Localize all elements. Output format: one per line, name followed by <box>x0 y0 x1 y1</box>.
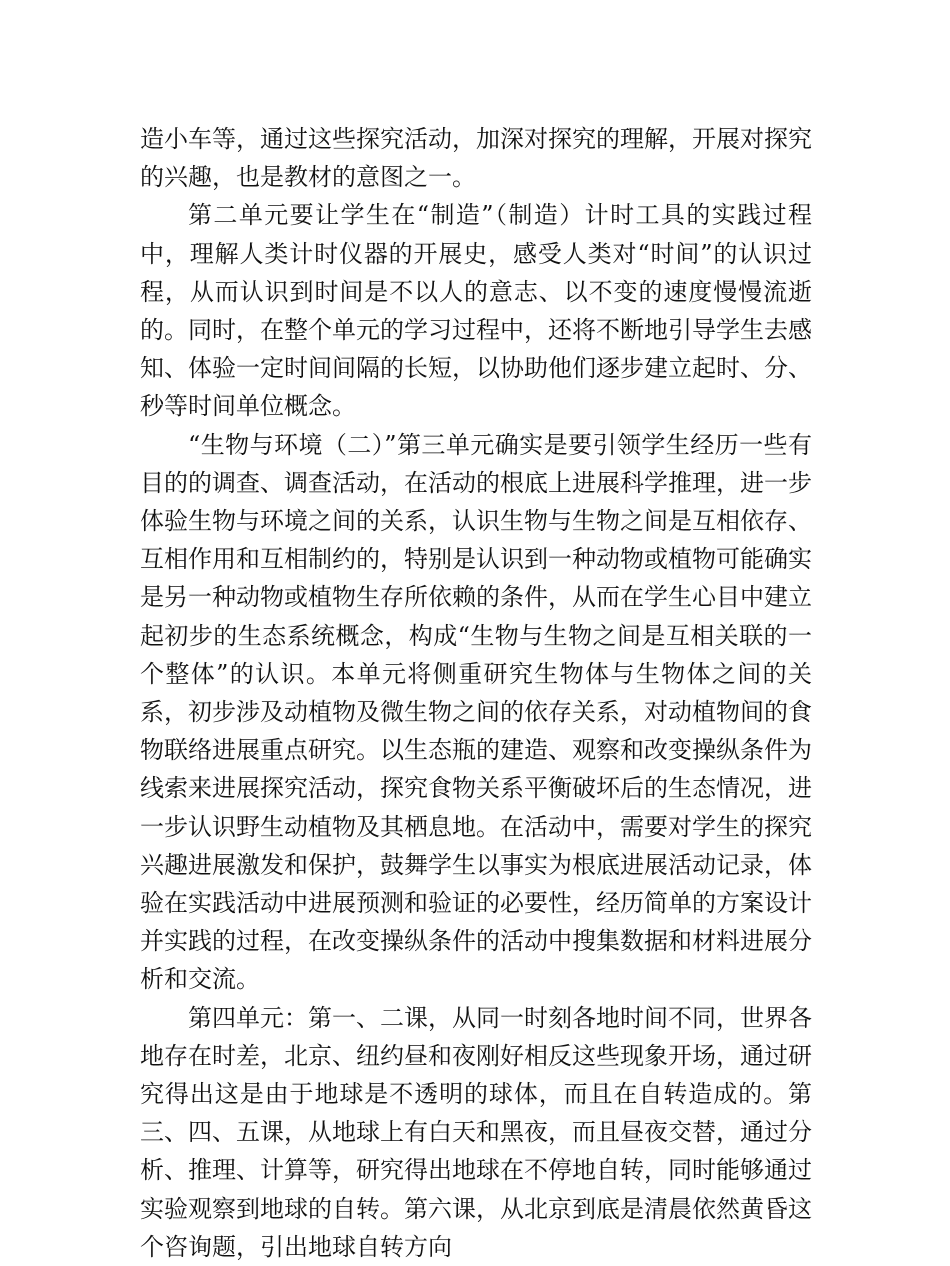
document-page <box>140 120 812 1266</box>
paragraph-1: 造小车等，通过这些探究活动，加深对探究的理解，开展对探究的兴趣，也是教材的意图之一。 <box>140 125 812 192</box>
paragraph-2: 第二单元要让学生在“制造”（制造）计时工具的实践过程中，理解人类计时仪器的开展史，感受人类对“时间”的认识过程，从而认识到时间是不以人的意志、以不变的速度慢慢流逝的。同时，在整个单元的学习过程中，还将不断地引导学生去感知、体验一定时间间隔的长短，以协助他们逐步建立起时、分、秒等时间单位概念。 <box>140 201 812 421</box>
paragraph-4: 第四单元：第一、二课，从同一时刻各地时间不同，世界各地存在时差，北京、纽约昼和夜刚好相反这些现象开场，通过研究得出这是由于地球是不透明的球体，而且在自转造成的。第三、四、五课，从地球上有白天和黑夜，而且昼夜交替，通过分析、推理、计算等，研究得出地球在不停地自转，同时能够通过实验观察到地球的自转。第六课，从北京到底是清晨依然黄昏这个咨询题，引出地球自转方向 <box>140 1003 812 1261</box>
paragraph-3: “生物与环境（二）”第三单元确实是要引领学生经历一些有目的的调查、调查活动，在活动的根底上进展科学推理，进一步体验生物与环境之间的关系，认识生物与生物之间是互相依存、互相作用和互相制约的，特别是认识到一种动物或植物可能确实是另一种动物或植物生存所依赖的条件，从而在学生心目中建立起初步的生态系统概念，构成“生物与生物之间是互相关联的一个整体”的认识。本单元将侧重研究生物体与生物体之间的关系，初步涉及动植物及微生物之间的依存关系，对动植物间的食物联络进展重点研究。以生态瓶的建造、观察和改变操纵条件为线索来进展探究活动，探究食物关系平衡破坏后的生态情况，进一步认识野生动植物及其栖息地。在活动中，需要对学生的探究兴趣进展激发和保护，鼓舞学生以事实为根底进展活动记录，体验在实践活动中进展预测和验证的必要性，经历简单的方案设计并实践的过程，在改变操纵条件的活动中搜集数据和材料进展分析和交流。 <box>140 430 812 994</box>
